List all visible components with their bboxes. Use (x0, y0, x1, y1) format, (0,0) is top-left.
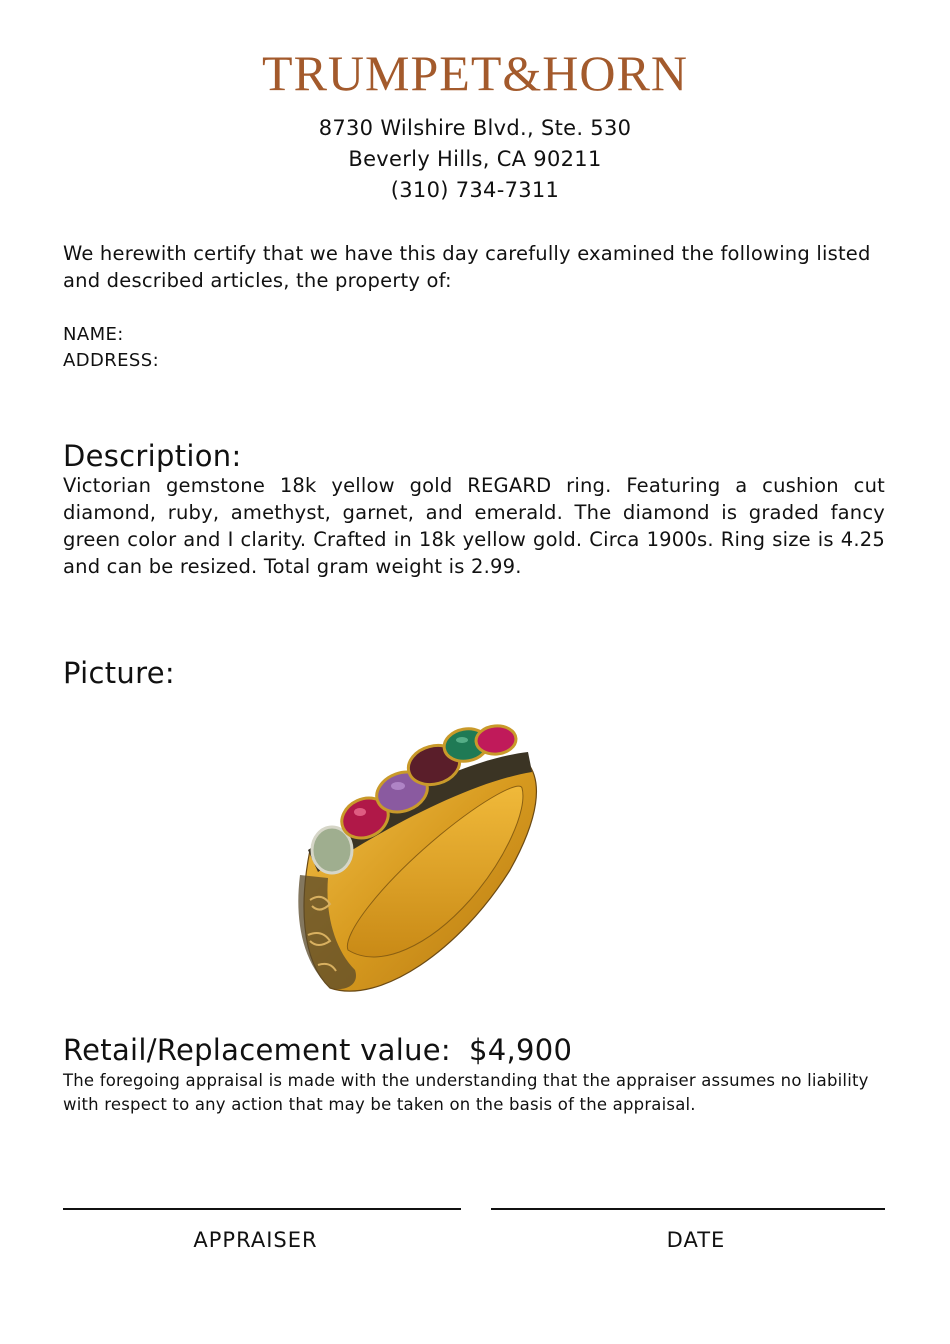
address-line-2: Beverly Hills, CA 90211 (348, 147, 602, 171)
name-label: NAME: (63, 324, 124, 345)
date-signature-line (491, 1208, 885, 1210)
date-label: DATE (666, 1228, 726, 1252)
picture-heading: Picture: (63, 656, 175, 690)
liability-disclaimer: The foregoing appraisal is made with the understanding that the appraiser assumes no liability with respect to any action that may be taken on the basis of the appraisal. (63, 1071, 869, 1114)
appraiser-signature-line (63, 1208, 461, 1210)
appraiser-label: APPRAISER (193, 1228, 318, 1252)
phone-number: (310) 734-7311 (390, 178, 560, 202)
retail-value-amount: $4,900 (468, 1033, 573, 1067)
address-label: ADDRESS: (63, 350, 160, 371)
retail-value (63, 1032, 572, 1068)
description-body: Victorian gemstone 18k yellow gold REGARD ring. Featuring a cushion cut diamond, ruby, amethyst, garnet, and emerald. The diamond is graded fancy green color and I clarity. Crafted in 18k yellow gold. Circa 1900s. Ring size is 4.25 and can be resized. Total gram weight is 2.99. (63, 474, 885, 578)
ring-photo (270, 700, 570, 1010)
certification-statement: We herewith certify that we have this day carefully examined the following listed and described articles, the property of: (63, 242, 871, 292)
company-logo: TRUMPET&HORN (262, 45, 688, 101)
address-line-1: 8730 Wilshire Blvd., Ste. 530 (318, 116, 632, 140)
description-heading: Description: (63, 439, 242, 473)
retail-value-label: Retail/Replacement value: (63, 1033, 451, 1067)
